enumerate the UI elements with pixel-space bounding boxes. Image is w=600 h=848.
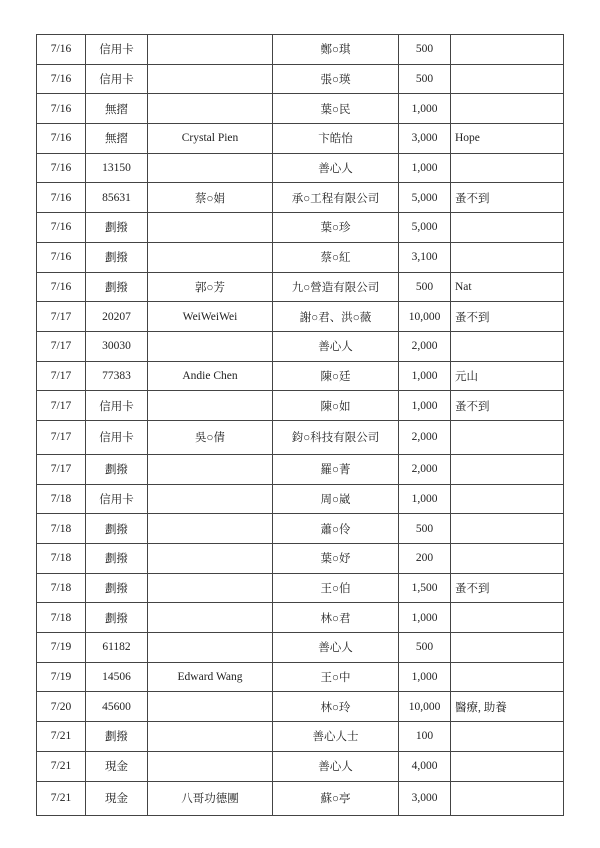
date-cell: 7/17 bbox=[37, 331, 86, 361]
table-row bbox=[37, 603, 564, 633]
amount-cell: 1,000 bbox=[399, 153, 451, 183]
table-row bbox=[37, 454, 564, 484]
table-row bbox=[37, 391, 564, 421]
amount-cell: 1,000 bbox=[399, 662, 451, 692]
method-cell: 14506 bbox=[86, 662, 148, 692]
note-cell bbox=[451, 633, 564, 663]
table-row bbox=[37, 662, 564, 692]
date-cell: 7/17 bbox=[37, 391, 86, 421]
date-cell: 7/21 bbox=[37, 781, 86, 815]
date-cell: 7/17 bbox=[37, 361, 86, 391]
amount-cell: 500 bbox=[399, 633, 451, 663]
method-cell: 劃撥 bbox=[86, 213, 148, 243]
amount-cell: 100 bbox=[399, 722, 451, 752]
method-cell: 77383 bbox=[86, 361, 148, 391]
amount-cell: 1,000 bbox=[399, 361, 451, 391]
note-cell bbox=[451, 514, 564, 544]
amount-cell: 1,000 bbox=[399, 484, 451, 514]
donor-cell: 周○崴 bbox=[273, 484, 399, 514]
date-cell: 7/17 bbox=[37, 454, 86, 484]
amount-cell: 1,000 bbox=[399, 603, 451, 633]
donor-cell: 善心人士 bbox=[273, 722, 399, 752]
contact-cell bbox=[148, 331, 273, 361]
amount-cell: 2,000 bbox=[399, 454, 451, 484]
method-cell: 45600 bbox=[86, 692, 148, 722]
note-cell bbox=[451, 722, 564, 752]
method-cell: 無摺 bbox=[86, 94, 148, 124]
method-cell: 信用卡 bbox=[86, 35, 148, 65]
amount-cell: 2,000 bbox=[399, 420, 451, 454]
table-row bbox=[37, 242, 564, 272]
date-cell: 7/18 bbox=[37, 573, 86, 603]
method-cell: 劃撥 bbox=[86, 242, 148, 272]
table-row bbox=[37, 64, 564, 94]
method-cell: 信用卡 bbox=[86, 420, 148, 454]
note-cell bbox=[451, 603, 564, 633]
method-cell: 信用卡 bbox=[86, 484, 148, 514]
donor-cell: 葉○珍 bbox=[273, 213, 399, 243]
contact-cell: 吳○倩 bbox=[148, 420, 273, 454]
method-cell: 13150 bbox=[86, 153, 148, 183]
table-row bbox=[37, 484, 564, 514]
date-cell: 7/16 bbox=[37, 272, 86, 302]
contact-cell bbox=[148, 153, 273, 183]
note-cell bbox=[451, 484, 564, 514]
note-cell: 蚤不到 bbox=[451, 391, 564, 421]
amount-cell: 10,000 bbox=[399, 692, 451, 722]
donor-cell: 蔡○紅 bbox=[273, 242, 399, 272]
method-cell: 85631 bbox=[86, 183, 148, 213]
amount-cell: 1,500 bbox=[399, 573, 451, 603]
method-cell: 劃撥 bbox=[86, 514, 148, 544]
date-cell: 7/16 bbox=[37, 124, 86, 154]
contact-cell: Edward Wang bbox=[148, 662, 273, 692]
amount-cell: 1,000 bbox=[399, 94, 451, 124]
contact-cell bbox=[148, 514, 273, 544]
contact-cell: WeiWeiWei bbox=[148, 302, 273, 332]
date-cell: 7/20 bbox=[37, 692, 86, 722]
contact-cell bbox=[148, 454, 273, 484]
method-cell: 信用卡 bbox=[86, 391, 148, 421]
contact-cell bbox=[148, 692, 273, 722]
table-row bbox=[37, 302, 564, 332]
method-cell: 信用卡 bbox=[86, 64, 148, 94]
donor-cell: 善心人 bbox=[273, 331, 399, 361]
donor-cell: 謝○君、洪○薇 bbox=[273, 302, 399, 332]
donor-cell: 善心人 bbox=[273, 751, 399, 781]
amount-cell: 500 bbox=[399, 272, 451, 302]
amount-cell: 200 bbox=[399, 544, 451, 574]
date-cell: 7/18 bbox=[37, 484, 86, 514]
date-cell: 7/16 bbox=[37, 64, 86, 94]
note-cell bbox=[451, 781, 564, 815]
contact-cell bbox=[148, 484, 273, 514]
method-cell: 現金 bbox=[86, 751, 148, 781]
contact-cell bbox=[148, 603, 273, 633]
table-row bbox=[37, 361, 564, 391]
note-cell: 元山 bbox=[451, 361, 564, 391]
amount-cell: 10,000 bbox=[399, 302, 451, 332]
note-cell bbox=[451, 242, 564, 272]
donor-cell: 善心人 bbox=[273, 153, 399, 183]
note-cell: Hope bbox=[451, 124, 564, 154]
donor-cell: 羅○菁 bbox=[273, 454, 399, 484]
note-cell bbox=[451, 662, 564, 692]
table-row bbox=[37, 573, 564, 603]
donor-cell: 張○瑛 bbox=[273, 64, 399, 94]
method-cell: 劃撥 bbox=[86, 603, 148, 633]
contact-cell: Andie Chen bbox=[148, 361, 273, 391]
contact-cell bbox=[148, 64, 273, 94]
date-cell: 7/16 bbox=[37, 242, 86, 272]
contact-cell: Crystal Pien bbox=[148, 124, 273, 154]
date-cell: 7/16 bbox=[37, 35, 86, 65]
table-row bbox=[37, 153, 564, 183]
date-cell: 7/18 bbox=[37, 544, 86, 574]
date-cell: 7/17 bbox=[37, 302, 86, 332]
amount-cell: 3,000 bbox=[399, 124, 451, 154]
method-cell: 30030 bbox=[86, 331, 148, 361]
contact-cell bbox=[148, 242, 273, 272]
date-cell: 7/17 bbox=[37, 420, 86, 454]
donor-cell: 善心人 bbox=[273, 633, 399, 663]
table-row bbox=[37, 272, 564, 302]
amount-cell: 5,000 bbox=[399, 183, 451, 213]
amount-cell: 4,000 bbox=[399, 751, 451, 781]
amount-cell: 500 bbox=[399, 35, 451, 65]
table-row bbox=[37, 751, 564, 781]
method-cell: 無摺 bbox=[86, 124, 148, 154]
note-cell bbox=[451, 544, 564, 574]
contact-cell: 郭○芳 bbox=[148, 272, 273, 302]
table-row bbox=[37, 420, 564, 454]
method-cell: 劃撥 bbox=[86, 722, 148, 752]
contact-cell bbox=[148, 722, 273, 752]
note-cell: 醫療, 助養 bbox=[451, 692, 564, 722]
contact-cell bbox=[148, 633, 273, 663]
method-cell: 61182 bbox=[86, 633, 148, 663]
table-row bbox=[37, 633, 564, 663]
date-cell: 7/18 bbox=[37, 514, 86, 544]
table-row bbox=[37, 692, 564, 722]
donor-cell: 鄭○琪 bbox=[273, 35, 399, 65]
date-cell: 7/19 bbox=[37, 633, 86, 663]
contact-cell bbox=[148, 573, 273, 603]
amount-cell: 2,000 bbox=[399, 331, 451, 361]
contact-cell bbox=[148, 94, 273, 124]
ledger-body bbox=[37, 35, 564, 816]
donor-cell: 承○工程有限公司 bbox=[273, 183, 399, 213]
amount-cell: 3,100 bbox=[399, 242, 451, 272]
table-row bbox=[37, 781, 564, 815]
donation-ledger-table bbox=[36, 34, 564, 816]
note-cell: 蚤不到 bbox=[451, 183, 564, 213]
donor-cell: 王○伯 bbox=[273, 573, 399, 603]
contact-cell bbox=[148, 35, 273, 65]
donor-cell: 蘇○亭 bbox=[273, 781, 399, 815]
contact-cell bbox=[148, 213, 273, 243]
table-row bbox=[37, 514, 564, 544]
donor-cell: 鈞○科技有限公司 bbox=[273, 420, 399, 454]
note-cell bbox=[451, 331, 564, 361]
donor-cell: 陳○廷 bbox=[273, 361, 399, 391]
donor-cell: 葉○妤 bbox=[273, 544, 399, 574]
date-cell: 7/21 bbox=[37, 722, 86, 752]
date-cell: 7/16 bbox=[37, 213, 86, 243]
amount-cell: 500 bbox=[399, 64, 451, 94]
donor-cell: 卞皓怡 bbox=[273, 124, 399, 154]
method-cell: 劃撥 bbox=[86, 272, 148, 302]
date-cell: 7/16 bbox=[37, 153, 86, 183]
contact-cell bbox=[148, 544, 273, 574]
method-cell: 劃撥 bbox=[86, 544, 148, 574]
note-cell bbox=[451, 35, 564, 65]
note-cell bbox=[451, 153, 564, 183]
amount-cell: 5,000 bbox=[399, 213, 451, 243]
amount-cell: 1,000 bbox=[399, 391, 451, 421]
note-cell bbox=[451, 213, 564, 243]
note-cell bbox=[451, 751, 564, 781]
method-cell: 現金 bbox=[86, 781, 148, 815]
table-row bbox=[37, 124, 564, 154]
donor-cell: 葉○民 bbox=[273, 94, 399, 124]
table-row bbox=[37, 722, 564, 752]
note-cell bbox=[451, 94, 564, 124]
table-row bbox=[37, 35, 564, 65]
table-row bbox=[37, 183, 564, 213]
note-cell bbox=[451, 454, 564, 484]
date-cell: 7/16 bbox=[37, 183, 86, 213]
date-cell: 7/16 bbox=[37, 94, 86, 124]
date-cell: 7/19 bbox=[37, 662, 86, 692]
donor-cell: 王○中 bbox=[273, 662, 399, 692]
table-row bbox=[37, 94, 564, 124]
contact-cell: 蔡○娟 bbox=[148, 183, 273, 213]
donor-cell: 九○營造有限公司 bbox=[273, 272, 399, 302]
method-cell: 劃撥 bbox=[86, 454, 148, 484]
contact-cell bbox=[148, 391, 273, 421]
note-cell bbox=[451, 64, 564, 94]
note-cell: 蚤不到 bbox=[451, 302, 564, 332]
note-cell bbox=[451, 420, 564, 454]
donor-cell: 蕭○伶 bbox=[273, 514, 399, 544]
table-row bbox=[37, 213, 564, 243]
date-cell: 7/18 bbox=[37, 603, 86, 633]
method-cell: 劃撥 bbox=[86, 573, 148, 603]
method-cell: 20207 bbox=[86, 302, 148, 332]
amount-cell: 500 bbox=[399, 514, 451, 544]
date-cell: 7/21 bbox=[37, 751, 86, 781]
donor-cell: 陳○如 bbox=[273, 391, 399, 421]
table-row bbox=[37, 331, 564, 361]
note-cell: Nat bbox=[451, 272, 564, 302]
table-row bbox=[37, 544, 564, 574]
contact-cell bbox=[148, 751, 273, 781]
donor-cell: 林○玲 bbox=[273, 692, 399, 722]
donor-cell: 林○君 bbox=[273, 603, 399, 633]
amount-cell: 3,000 bbox=[399, 781, 451, 815]
note-cell: 蚤不到 bbox=[451, 573, 564, 603]
contact-cell: 八哥功德團 bbox=[148, 781, 273, 815]
